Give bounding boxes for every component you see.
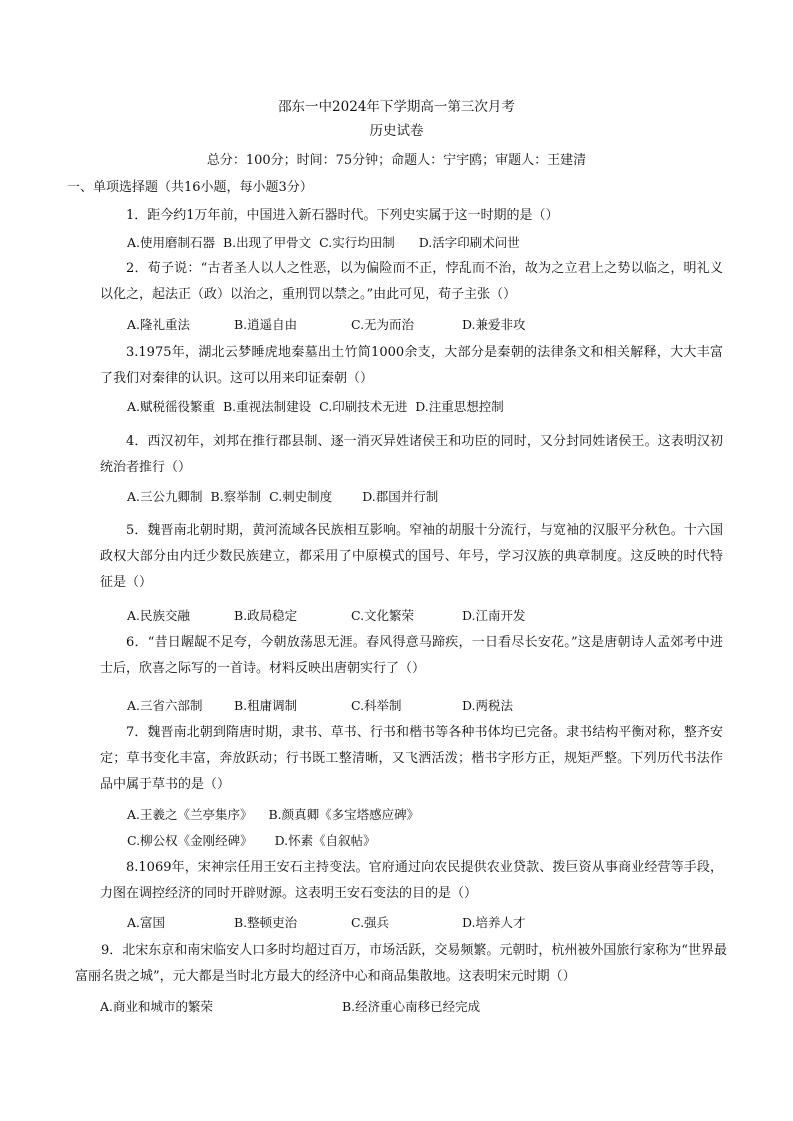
option-3d: D.注重思想控制 [415, 399, 504, 414]
question-2: 2．荀子说：“古者圣人以人之性恶，以为偏险而不正，悖乱而不治，故为之立君上之势以临之，明礼义以化之，起法正（政）以治之，重刑罚以禁之。”由此可见，荀子主张（） [100, 261, 723, 302]
section-heading: 一、单项选择题（共16小题，每小题3分） [67, 180, 313, 195]
option-6b: B.租庸调制 [233, 698, 298, 713]
options-9 [100, 997, 733, 1017]
option-8d: D.培养人才 [461, 915, 526, 930]
question-4: 4．西汉初年，刘邦在推行郡县制、逐一消灭异姓诸侯王和功臣的同时，又分封同姓诸侯王。这表明汉初统治者推行（） [100, 434, 723, 475]
exam-meta: 总分：100分；时间：75分钟；命题人：宁宇鸥；审题人：王建清 [206, 153, 587, 168]
options-6 [127, 696, 733, 716]
options-5 [127, 606, 733, 626]
option-3c: C.印刷技术无进 [319, 399, 408, 414]
options-7-row1 [127, 805, 733, 825]
option-3b: B.重视法制建设 [223, 399, 312, 414]
option-4d: D.郡国并行制 [362, 489, 439, 504]
option-8a: A.富国 [127, 915, 166, 930]
option-9a: A.商业和城市的繁荣 [100, 999, 214, 1014]
option-6a: A.三省六部制 [127, 698, 203, 713]
option-1c: C.实行均田制 [319, 235, 395, 250]
option-3a: A.赋税徭役繁重 [127, 399, 216, 414]
option-4c: C.刺史制度 [269, 489, 333, 504]
option-5d: D.江南开发 [461, 608, 526, 623]
question-3: 3.1975年，湖北云梦睡虎地秦墓出土竹简1000余支，大部分是秦朝的法律条文和相关解释，大大丰富了我们对秦律的认识。这可以用来印证秦朝（） [100, 345, 723, 386]
option-7d: D.怀素《自叙帖》 [274, 833, 376, 848]
option-1a: A.使用磨制石器 [127, 235, 216, 250]
question-5: 5．魏晋南北朝时期，黄河流域各民族相互影响。窄袖的胡服十分流行，与宽袖的汉服平分秋色。十六国政权大部分由内迁少数民族建立，都采用了中原模式的国号、年号，学习汉族的典章制度。这反映的时代特征是（） [100, 523, 723, 590]
options-2 [127, 315, 733, 335]
option-7a: A.王羲之《兰亭集序》 [127, 807, 253, 822]
option-1b: B.出现了甲骨文 [223, 235, 312, 250]
option-9b: B.经济重心南移已经完成 [341, 999, 481, 1014]
option-5a: A.民族交融 [127, 608, 191, 623]
option-6d: D.两税法 [461, 698, 514, 713]
option-1d: D.活字印刷术问世 [418, 235, 520, 250]
exam-subject: 历史试卷 [369, 123, 424, 139]
option-2c: C.无为而治 [350, 317, 415, 332]
exam-title: 邵东一中2024年下学期高一第三次月考 [278, 99, 515, 115]
options-7-row2 [127, 831, 733, 851]
options-3 [127, 397, 733, 417]
option-5b: B.政局稳定 [233, 608, 298, 623]
option-7c: C.柳公权《金刚经碑》 [127, 833, 253, 848]
option-2b: B.逍遥自由 [233, 317, 298, 332]
question-1: 1．距今约1万年前，中国进入新石器时代。下列史实属于这一时期的是（） [126, 208, 559, 223]
question-9: 9．北宋东京和南宋临安人口多时均超过百万，市场活跃，交易频繁。元朝时，杭州被外国旅行家称为“世界最富丽名贵之城”，元大都是当时北方最大的经济中心和商品集散地。这表明宋元时期（） [75, 943, 727, 984]
options-8 [127, 913, 733, 933]
question-7: 7．魏晋南北朝到隋唐时期，隶书、草书、行书和楷书等各种书体均已完备。隶书结构平衡对称，整齐安定；草书变化丰富，奔放跃动；行书既工整清晰，又飞洒活泼；楷书字形方正，规矩严整。下列历代书法作品中属于草书的是（） [100, 725, 723, 792]
option-8c: C.强兵 [350, 915, 390, 930]
option-5c: C.文化繁荣 [350, 608, 415, 623]
option-8b: B.整顿吏治 [233, 915, 298, 930]
option-4b: B.察举制 [210, 489, 262, 504]
options-4 [127, 487, 733, 507]
option-6c: C.科举制 [350, 698, 402, 713]
question-8: 8.1069年，宋神宗任用王安石主持变法。官府通过向农民提供农业贷款、拨巨资从事商业经营等手段，力图在调控经济的同时开辟财源。这表明王安石变法的目的是（） [100, 860, 723, 901]
option-4a: A.三公九卿制 [127, 489, 203, 504]
options-1 [127, 233, 733, 253]
question-6: 6．“昔日龌龊不足夸，今朝放荡思无涯。春风得意马蹄疾，一日看尽长安花。”这是唐朝诗人孟郊考中进士后，欣喜之际写的一首诗。材料反映出唐朝实行了（） [100, 635, 723, 676]
option-2d: D.兼爱非攻 [461, 317, 526, 332]
option-7b: B.颜真卿《多宝塔感应碑》 [268, 807, 420, 822]
option-2a: A.隆礼重法 [127, 317, 191, 332]
